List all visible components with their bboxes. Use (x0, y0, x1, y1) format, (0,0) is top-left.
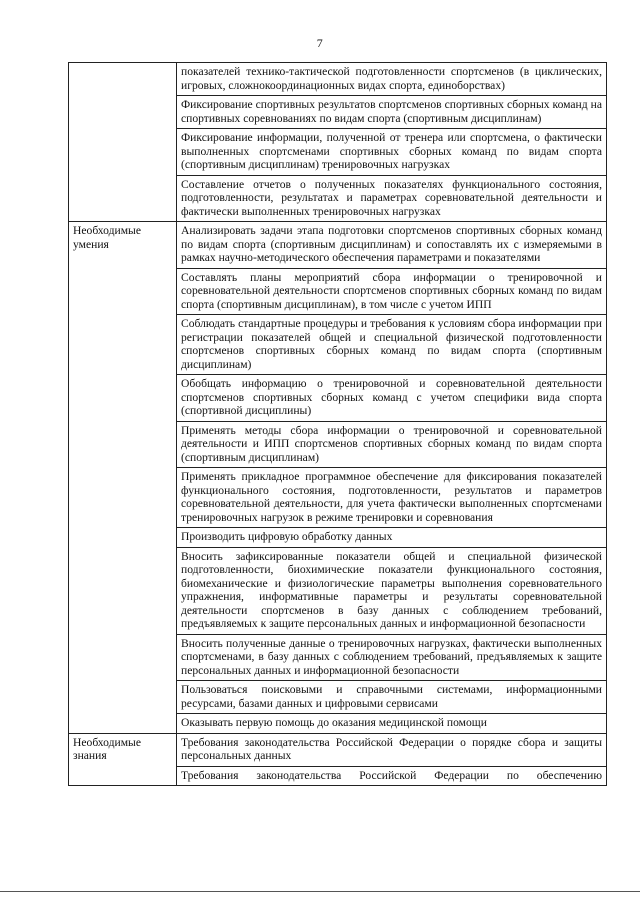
table-cell: Применять прикладное программное обеспечение для фиксирования показателей функционального состояния, подготовленности, результатов и параметров соревновательной деятельности, для учета фактически выполненных спортсменами тренировочных нагрузок в режиме тренировки и соревнования (177, 468, 607, 528)
page-bottom-edge (0, 891, 640, 892)
table-row (69, 733, 607, 766)
table-cell: Вносить зафиксированные показатели общей и специальной физической подготовленности, биохимические показатели функционального состояния, биомеханические и физиологические параметры выполнения соревновательного упражнения, информативные параметры и результаты соревновательной деятельности спортсменов в базу данных с соблюдением требований, предъявляемых к защите персональных данных и информационной безопасности (177, 547, 607, 634)
table-cell: Требования законодательства Российской Федерации о порядке сбора и защиты персональных данных (177, 733, 607, 766)
table-cell: Обобщать информацию о тренировочной и соревновательной деятельности спортсменов спортивных сборных команд с учетом специфики вида спорта (спортивной дисциплины) (177, 375, 607, 422)
table-cell: Фиксирование информации, полученной от тренера или спортсмена, о фактически выполненных спортсменами спортивных сборных команд по видам спорта (спортивным дисциплинам) тренировочных нагрузках (177, 129, 607, 176)
table-cell: Оказывать первую помощь до оказания медицинской помощи (177, 714, 607, 734)
knowledge-label: Необходимые знания (69, 733, 177, 785)
table-cell-cut (177, 766, 607, 785)
table-row (69, 63, 607, 96)
table-cell: Анализировать задачи этапа подготовки спортсменов спортивных сборных команд по видам спорта (спортивным дисциплинам) и сопоставлять их с измеряемыми в рамках научно-методического обеспечения параметрами и показателями (177, 222, 607, 269)
table-cell: Соблюдать стандартные процедуры и требования к условиям сбора информации при регистрации показателей общей и специальной физической подготовленности спортсменов спортивных сборных команд по видам спорта (спортивным дисциплинам) (177, 315, 607, 375)
category-cell-continued (69, 63, 177, 222)
skills-label: Необходимые умения (69, 222, 177, 734)
table-cell: Применять методы сбора информации о тренировочной и соревновательной деятельности и ИПП спортсменов спортивных сборных команд по видам спорта (спортивным дисциплинам) (177, 421, 607, 468)
table-cell: Составлять планы мероприятий сбора информации о тренировочной и соревновательной деятельности спортсменов спортивных сборных команд по видам спорта (спортивным дисциплинам), в том числе с учетом ИПП (177, 268, 607, 315)
table-row (69, 222, 607, 269)
table-cell: Составление отчетов о полученных показателях функционального состояния, подготовленности, результатах и параметрах соревновательной деятельности и фактически выполненных тренировочных нагрузках (177, 175, 607, 222)
requirements-table (68, 62, 607, 786)
table-cell: Пользоваться поисковыми и справочными системами, информационными ресурсами, базами данных и цифровыми сервисами (177, 681, 607, 714)
table-cell: показателей технико-тактической подготовленности спортсменов (в циклических, игровых, сложнокоординационных видах спорта, единоборствах) (177, 63, 607, 96)
table-cell: Фиксирование спортивных результатов спортсменов спортивных сборных команд на спортивных соревнованиях по видам спорта (спортивным дисциплинам) (177, 96, 607, 129)
page-number: 7 (316, 36, 324, 50)
table-cell-text: Требования законодательства Российской Федерации по обеспечению (181, 768, 602, 782)
table-cell: Вносить полученные данные о тренировочных нагрузках, фактически выполненных спортсменами, в базу данных с соблюдением требований, предъявляемых к защите персональных данных и информационной безопасности (177, 634, 607, 681)
table-cell: Производить цифровую обработку данных (177, 528, 607, 548)
